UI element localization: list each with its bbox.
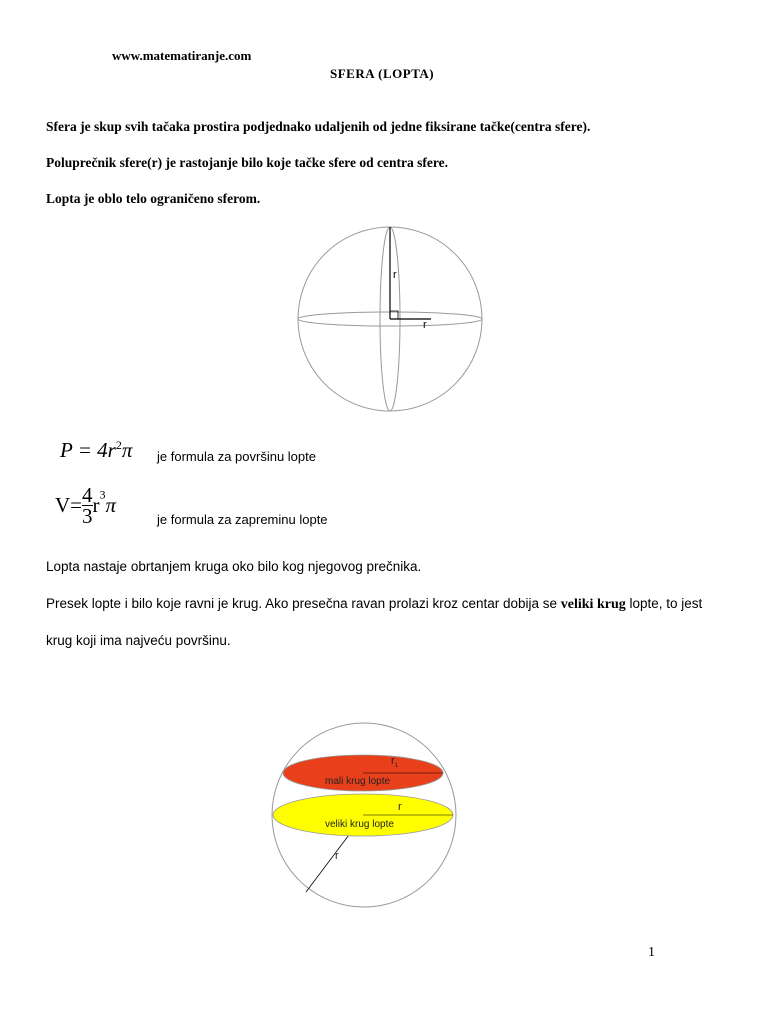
volume-pi: π xyxy=(105,493,117,517)
volume-exp: 3 xyxy=(99,487,106,502)
great-circle-diagram xyxy=(268,712,468,917)
surface-lhs: P = 4 xyxy=(60,438,108,462)
great-circle-label: veliki krug lopte xyxy=(325,819,394,830)
vertical-radius-label: r xyxy=(393,269,397,281)
paragraph-section-end: lopte, to jest xyxy=(625,596,703,611)
surface-pi: π xyxy=(121,438,133,462)
surface-formula xyxy=(60,438,132,463)
small-circle-label: mali krug lopte xyxy=(325,776,391,787)
paragraph-section xyxy=(46,596,702,613)
paragraph-largest-area: krug koji ima najveću površinu. xyxy=(46,633,231,648)
volume-formula-description: je formula za zapreminu lopte xyxy=(157,512,328,527)
horizontal-radius-label: r xyxy=(423,319,427,331)
volume-lhs: V= xyxy=(55,493,83,517)
sphere-diagram xyxy=(290,220,490,420)
volume-r: r xyxy=(92,493,100,517)
surface-r: r xyxy=(107,438,116,462)
volume-denominator: 3 xyxy=(82,504,93,528)
definition-ball: Lopta je oblo telo ograničeno sferom. xyxy=(46,191,261,206)
definition-sphere: Sfera je skup svih tačaka prostira podjednako udaljenih od jedne fiksirane tačke(centra sfere). xyxy=(46,119,591,134)
great-radius-label: r xyxy=(398,801,402,813)
definition-radius: Poluprečnik sfere(r) je rastojanje bilo koje tačke sfere od centra sfere. xyxy=(46,155,449,170)
great-circle-term: veliki krug xyxy=(560,597,626,612)
sphere-radius-label: r xyxy=(335,850,339,862)
page-number: 1 xyxy=(648,945,655,960)
website-url: www.matematiranje.com xyxy=(112,48,252,63)
paragraph-rotation: Lopta nastaje obrtanjem kruga oko bilo kog njegovog prečnika. xyxy=(46,559,422,574)
paragraph-section-start: Presek lopte i bilo koje ravni je krug. Ako presečna ravan prolazi kroz centar dobija se xyxy=(46,596,561,611)
page-title: SFERA (LOPTA) xyxy=(330,66,435,81)
volume-numerator: 4 xyxy=(82,483,93,507)
small-radius-label: $r_1$ xyxy=(391,755,399,769)
surface-exp: 2 xyxy=(115,438,122,452)
surface-formula-description: je formula za površinu lopte xyxy=(157,449,316,464)
volume-fraction xyxy=(82,485,93,526)
volume-formula xyxy=(55,485,116,526)
